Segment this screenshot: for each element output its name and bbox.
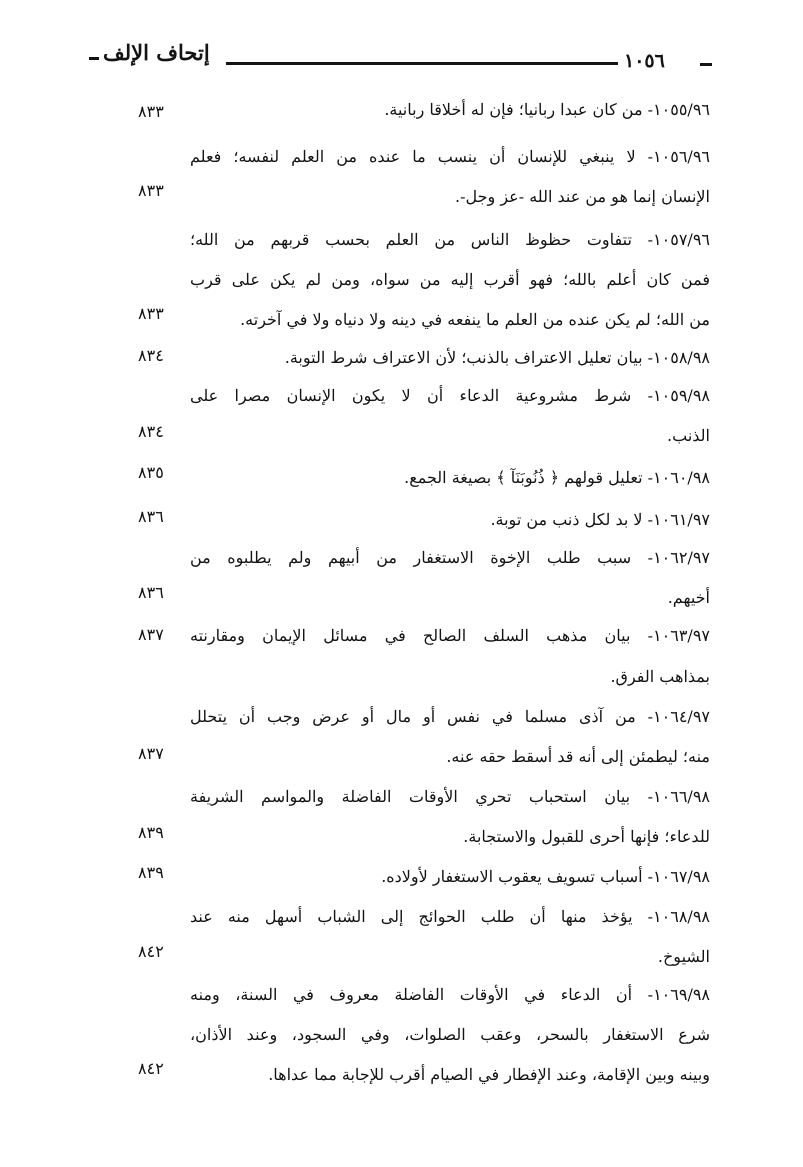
- entry-line: ١٠٦٩/٩٨- أن الدعاء في الأوقات الفاضلة معروف في السنة، ومنه: [190, 985, 711, 1004]
- entry-page-ref: ٨٤٢: [138, 1059, 164, 1078]
- entry-line: ١٠٦٦/٩٨- بيان استحباب تحري الأوقات الفاضلة والمواسم الشريفة: [190, 787, 710, 806]
- entry-line: ١٠٥٧/٩٦- تتفاوت حظوظ الناس من العلم بحسب قربهم من الله؛: [190, 230, 710, 249]
- entry-page-ref: ٨٣٣: [138, 102, 164, 121]
- entry-line: ١٠٦١/٩٧- لا بد لكل ذنب من توبة.: [490, 510, 710, 529]
- entry-page-ref: ٨٣٥: [138, 463, 164, 482]
- entry-page-ref: ٨٣٧: [138, 744, 164, 763]
- page-number: ١٠٥٦: [624, 50, 665, 72]
- entry-line: ١٠٥٥/٩٦- من كان عبدا ربانيا؛ فإن له أخلاقا ربانية.: [384, 100, 710, 119]
- entry-page-ref: ٨٣٤: [138, 346, 164, 365]
- entry-line: من الله؛ لم يكن عنده من العلم ما ينفعه في دينه ولا دنياه ولا في آخرته.: [240, 310, 710, 329]
- entry-page-ref: ٨٣٣: [138, 181, 164, 200]
- entry-page-ref: ٨٤٢: [138, 942, 164, 961]
- entry-line: أخيهم.: [667, 588, 710, 607]
- entry-page-ref: ٨٣٦: [138, 507, 164, 526]
- entry-line: وبينه وبين الإقامة، وعند الإفطار في الصيام أقرب للإجابة مما عداها.: [268, 1065, 710, 1084]
- entry-page-ref: ٨٣٦: [138, 583, 164, 602]
- entry-line: ١٠٦٤/٩٧- من آذى مسلما في نفس أو مال أو عرض وجب أن يتحلل: [190, 707, 710, 726]
- entry-line: الذنب.: [667, 426, 710, 445]
- entry-line: فمن كان أعلم بالله؛ فهو أقرب إليه من سواه، ومن لم يكن على قرب: [190, 270, 710, 289]
- entry-line: ١٠٥٨/٩٨- بيان تعليل الاعتراف بالذنب؛ لأن الاعتراف شرط التوبة.: [284, 348, 710, 367]
- entry-line: الإنسان إنما هو من عند الله -عز وجل-.: [455, 187, 710, 206]
- entry-line: الشيوخ.: [657, 947, 710, 966]
- entry-line: ١٠٥٩/٩٨- شرط مشروعية الدعاء أن لا يكون الإنسان مصرا على: [190, 386, 710, 405]
- entry-line: ١٠٦٢/٩٧- سبب طلب الإخوة الاستغفار من أبيهم ولم يطلبوه من: [190, 548, 711, 567]
- entry-page-ref: ٨٣٩: [138, 863, 164, 882]
- entry-page-ref: ٨٣٧: [138, 625, 164, 644]
- entry-page-ref: ٨٣٤: [138, 422, 164, 441]
- entry-line: ١٠٦٨/٩٨- يؤخذ منها أن طلب الحوائج إلى الشباب أسهل منه عند: [190, 907, 710, 926]
- entry-line: ١٠٥٦/٩٦- لا ينبغي للإنسان أن ينسب ما عنده من العلم لنفسه؛ فعلم: [190, 147, 710, 166]
- entry-line: للدعاء؛ فإنها أحرى للقبول والاستجابة.: [463, 827, 710, 846]
- entry-page-ref: ٨٣٣: [138, 304, 164, 323]
- book-title: إتحاف الإلف: [103, 40, 210, 65]
- entry-line: شرع الاستغفار بالسحر، وعقب الصلوات، وفي السجود، وعند الأذان،: [190, 1025, 710, 1044]
- entry-page-ref: ٨٣٩: [138, 823, 164, 842]
- entry-line: منه؛ ليطمئن إلى أنه قد أسقط حقه عنه.: [446, 747, 710, 766]
- entry-line: ١٠٦٧/٩٨- أسباب تسويف يعقوب الاستغفار لأولاده.: [381, 867, 710, 886]
- entry-line: ١٠٦٠/٩٨- تعليل قولهم ﴿ ذُنُوبَنَآ ﴾ بصيغة الجمع.: [404, 468, 710, 487]
- entry-line: بمذاهب الفرق.: [610, 667, 710, 686]
- entry-line: ١٠٦٣/٩٧- بيان مذهب السلف الصالح في مسائل الإيمان ومقارنته: [190, 626, 710, 645]
